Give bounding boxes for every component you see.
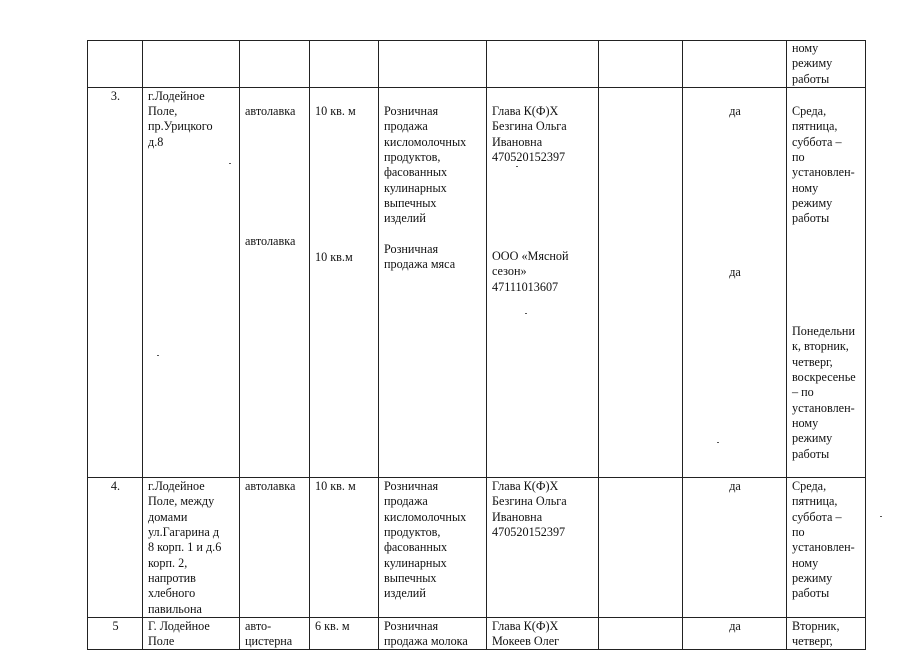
cell-owner: Глава К(Ф)Х Безгина Ольга Ивановна 470520152397 bbox=[487, 478, 599, 618]
smp-text-1: да bbox=[729, 104, 741, 119]
owner-text-2: ООО «Мясной сезон» 47111013607 bbox=[492, 248, 569, 294]
trade-places-table bbox=[87, 40, 866, 650]
cell-address: г.Лодейное Поле, между домами ул.Гагарина д 8 корп. 1 и д.6 корп. 2, напротив хлебного павильона bbox=[143, 478, 240, 618]
cell-smp bbox=[683, 87, 787, 477]
cell-num bbox=[88, 41, 143, 88]
cell-type: авто- цистерна bbox=[240, 617, 310, 650]
scan-speck bbox=[525, 313, 527, 314]
cell-address bbox=[143, 41, 240, 88]
spacer bbox=[792, 242, 861, 309]
type-text-1: автолавка bbox=[245, 104, 296, 119]
cell-empty bbox=[599, 617, 683, 650]
product-text-2: Розничная продажа мяса bbox=[384, 241, 456, 272]
cell-product bbox=[379, 41, 487, 88]
cell-empty bbox=[599, 41, 683, 88]
table-row bbox=[88, 478, 866, 618]
cell-schedule bbox=[787, 87, 866, 477]
cell-schedule: Среда, пятница, суббота – по установлен- ному режиму работы bbox=[787, 478, 866, 618]
table-row bbox=[88, 87, 866, 477]
cell-type bbox=[240, 87, 310, 477]
cell-product bbox=[379, 87, 487, 477]
product-text-1: Розничная продажа кисломолочных продуктов, фасованных кулинарных выпечных изделий bbox=[384, 104, 467, 226]
scan-speck bbox=[880, 516, 882, 517]
cell-type bbox=[240, 41, 310, 88]
type-text-2: автолавка bbox=[245, 234, 296, 249]
cell-product: Розничная продажа молока bbox=[379, 617, 487, 650]
owner-text-1: Глава К(Ф)Х Безгина Ольга Ивановна 470520152397 bbox=[492, 104, 567, 165]
cell-area: 6 кв. м bbox=[310, 617, 379, 650]
cell-address: Г. Лодейное Поле bbox=[143, 617, 240, 650]
cell-smp: да bbox=[683, 617, 787, 650]
cell-empty bbox=[599, 478, 683, 618]
area-text-1: 10 кв. м bbox=[315, 104, 356, 119]
spacer bbox=[245, 135, 305, 219]
smp-text-2: да bbox=[729, 265, 741, 280]
spacer bbox=[315, 135, 374, 235]
cell-owner: Глава К(Ф)Х Мокеев Олег bbox=[487, 617, 599, 650]
scan-speck bbox=[717, 442, 719, 443]
table-row bbox=[88, 617, 866, 650]
scan-speck bbox=[516, 166, 518, 167]
cell-area: 10 кв. м bbox=[310, 478, 379, 618]
cell-area bbox=[310, 41, 379, 88]
spacer bbox=[688, 135, 782, 250]
cell-num: 3. bbox=[88, 87, 143, 477]
cell-area bbox=[310, 87, 379, 477]
scan-speck bbox=[157, 355, 159, 356]
cell-smp bbox=[683, 41, 787, 88]
cell-type: автолавка bbox=[240, 478, 310, 618]
cell-owner bbox=[487, 87, 599, 477]
schedule-text-2: Понедельни к, вторник, четверг, воскресенье – по установлен- ному режиму работы bbox=[792, 324, 856, 461]
cell-address: г.Лодейное Поле, пр.Урицкого д.8 bbox=[143, 87, 240, 477]
schedule-text-1: Среда, пятница, суббота – по установлен- ному режиму работы bbox=[792, 104, 855, 226]
cell-num: 5 bbox=[88, 617, 143, 650]
scan-speck bbox=[229, 163, 231, 164]
cell-smp: да bbox=[683, 478, 787, 618]
table-row bbox=[88, 41, 866, 88]
cell-schedule: Вторник, четверг, bbox=[787, 617, 866, 650]
cell-empty bbox=[599, 87, 683, 477]
area-text-2: 10 кв.м bbox=[315, 250, 353, 265]
cell-product: Розничная продажа кисломолочных продуктов, фасованных кулинарных выпечных изделий bbox=[379, 478, 487, 618]
cell-num: 4. bbox=[88, 478, 143, 618]
cell-owner bbox=[487, 41, 599, 88]
cell-schedule: ному режиму работы bbox=[787, 41, 866, 88]
spacer bbox=[492, 181, 594, 234]
